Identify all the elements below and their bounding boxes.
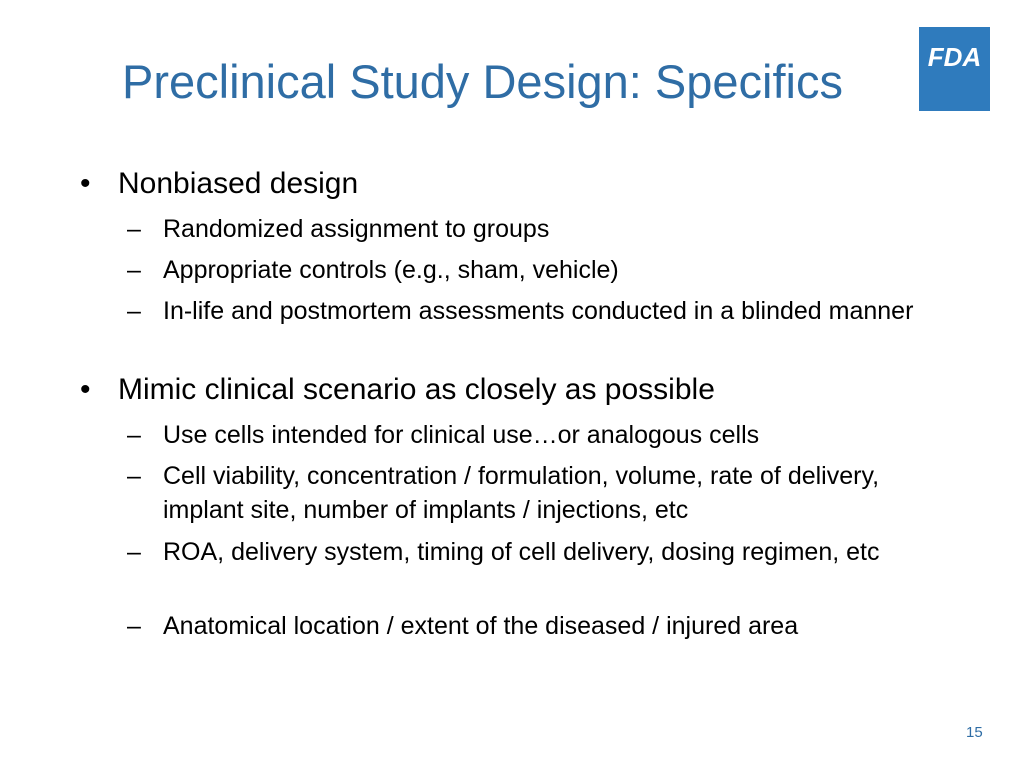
sub-bullet-marker: – xyxy=(127,421,141,449)
sub-bullet-text: Use cells intended for clinical use…or analogous cells xyxy=(163,421,760,449)
sub-bullet-item xyxy=(127,253,953,287)
sub-bullet-marker: – xyxy=(127,297,141,325)
sub-bullet-text: Randomized assignment to groups xyxy=(163,215,550,243)
bullet-text: Mimic clinical scenario as closely as possible xyxy=(118,373,715,406)
sub-bullet-item xyxy=(127,418,953,452)
sub-bullet-marker: – xyxy=(127,538,141,566)
page-number: 15 xyxy=(966,724,983,741)
sub-bullet-text: In-life and postmortem assessments conducted in a blinded manner xyxy=(163,297,914,325)
bullet-marker: • xyxy=(80,167,91,200)
sub-bullet-marker: – xyxy=(127,462,141,490)
sub-bullet-marker: – xyxy=(127,215,141,243)
sub-bullet-item xyxy=(127,212,953,246)
sub-bullet-text: Appropriate controls (e.g., sham, vehicle) xyxy=(163,256,619,284)
bullet-marker: • xyxy=(80,373,91,406)
sub-bullet-text: Cell viability, concentration / formulation, volume, rate of delivery, implant site, number of implants / injections, etc xyxy=(163,462,880,524)
sub-bullet-item xyxy=(127,535,953,569)
fda-logo-text: FDA xyxy=(927,42,982,72)
sub-bullet-item xyxy=(127,609,953,643)
sub-bullet-marker: – xyxy=(127,256,141,284)
bullet-item xyxy=(80,166,359,202)
sub-bullet-text: Anatomical location / extent of the diseased / injured area xyxy=(163,612,799,640)
bullet-item xyxy=(80,372,715,408)
bullet-text: Nonbiased design xyxy=(118,167,359,200)
sub-bullet-item xyxy=(127,459,953,527)
sub-bullet-item xyxy=(127,294,953,328)
sub-bullet-marker: – xyxy=(127,612,141,640)
slide-title: Preclinical Study Design: Specifics xyxy=(122,55,843,108)
sub-bullet-text: ROA, delivery system, timing of cell delivery, dosing regimen, etc xyxy=(163,538,880,566)
